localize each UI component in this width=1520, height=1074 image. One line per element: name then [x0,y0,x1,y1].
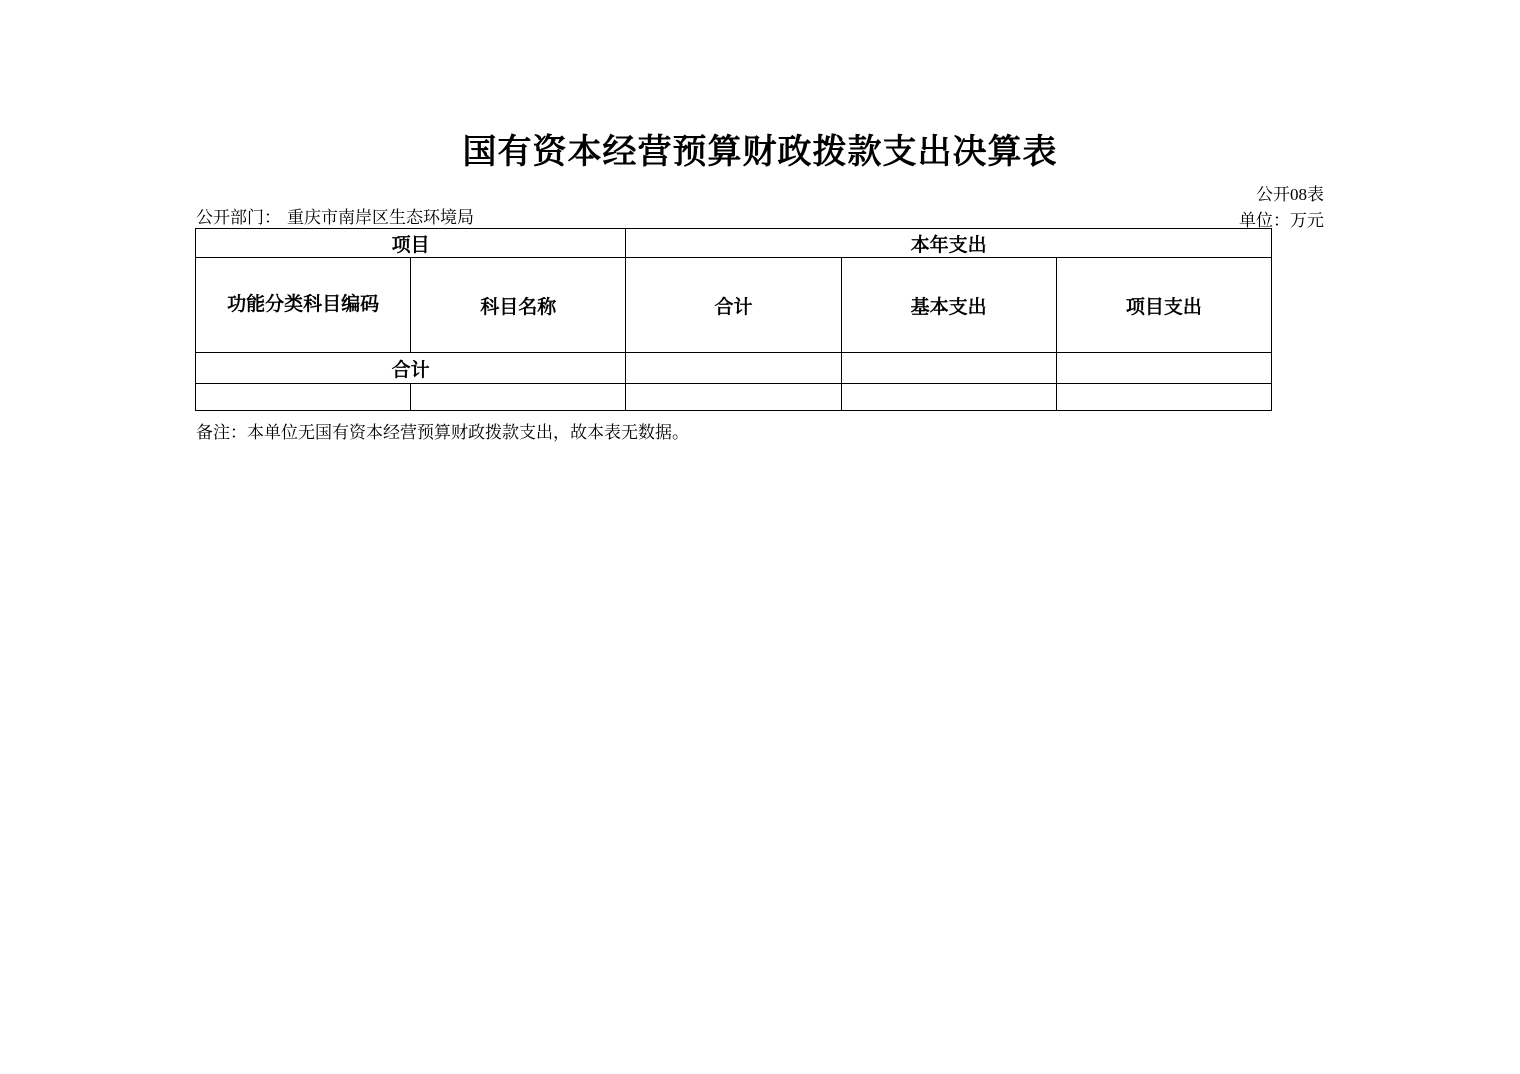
column-header-subject-name: 科目名称 [411,258,626,353]
remark-text: 备注：本单位无国有资本经营预算财政拨款支出，故本表无数据。 [196,423,689,442]
group-header-current-year: 本年支出 [626,229,1272,258]
total-row-project [1056,353,1271,384]
department-value: 重庆市南岸区生态环境局 [287,208,474,227]
unit-note-label: 单位：万元 [1239,211,1324,230]
row-function-code [196,384,411,411]
page-title: 国有资本经营预算财政拨款支出决算表 [462,134,1058,171]
total-row-total [626,353,841,384]
table-row [196,384,1272,411]
total-row-label: 合计 [196,353,626,384]
table-group-header-row [196,229,1272,258]
department-label: 公开部门： [196,208,281,227]
column-header-project-expenditure: 项目支出 [1056,258,1271,353]
row-project [1056,384,1271,411]
table-total-row [196,353,1272,384]
row-basic [841,384,1056,411]
column-header-function-code: 功能分类科目编码 [196,258,411,353]
expenditure-table [195,228,1272,411]
table-column-header-row [196,258,1272,353]
row-total [626,384,841,411]
department-line [196,203,474,228]
column-header-total: 合计 [626,258,841,353]
group-header-project: 项目 [196,229,626,258]
total-row-basic [841,353,1056,384]
row-subject-name [411,384,626,411]
form-code-label: 公开08表 [1256,185,1324,204]
column-header-basic-expenditure: 基本支出 [841,258,1056,353]
